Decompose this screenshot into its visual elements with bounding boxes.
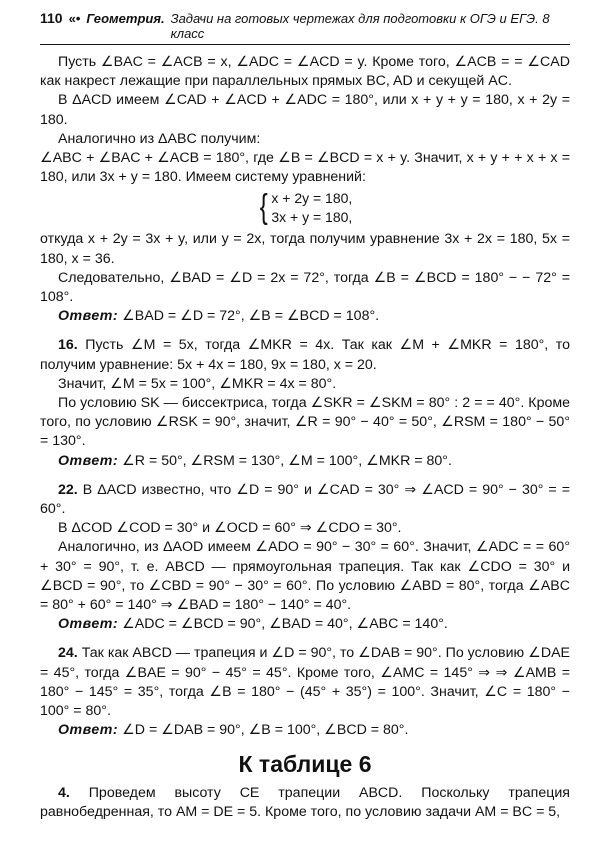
answer-text: ∠R = 50°, ∠RSM = 130°, ∠M = 100°, ∠MKR = 80°. [122,452,452,469]
book-subtitle: Задачи на готовых чертежах для подготовки к ОГЭ и ЕГЭ. 8 класс [170,11,550,41]
paragraph: Следовательно, ∠BAD = ∠D = 2x = 72°, тогда ∠B = ∠BCD = 180° − − 72° = 108°. [40,269,570,306]
paragraph: Аналогично из ΔABC получим: [58,130,261,147]
equation-system [258,189,570,227]
paragraph: В ΔCOD ∠COD = 30° и ∠OCD = 60° ⇒ ∠CDO = 30°. [58,520,402,537]
answer-line [40,721,570,740]
equation: x + 2y = 180, [271,190,353,207]
answer-label: Ответ: [58,616,119,633]
answer-label: Ответ: [58,722,119,739]
answer-text: ∠BAD = ∠D = 72°, ∠B = ∠BCD = 108°. [122,308,380,325]
page [40,10,570,822]
problem-22 [40,481,570,519]
paragraph: Аналогично, из ΔAOD имеем ∠ADO = 90° − 30° = 60°. Значит, ∠ADC = = 60° + 30° = 90°, т. е. ABCD — прямоугольная трапеция. Так как ∠CDO = 30° и ∠BCD = 90°, то ∠CBD = 90° − 30° = 60°. По условию ∠ABD = 80°, тогда ∠ABC = 80° + 60° = 140° ⇒ ∠BAD = 180° − 140° = 40°. [40,539,570,614]
equation: 3x + y = 180, [271,209,353,226]
answer-line [40,307,570,326]
paragraph: ∠ABC + ∠BAC + ∠ACB = 180°, где ∠B = ∠BCD = x + y. Значит, x + y + + x + x = 180, или 3x + y = 180. Имеем систему уравнений: [40,150,570,186]
paragraph: По условию SK — биссектриса, тогда ∠SKR = ∠SKM = 80° : 2 = = 40°. Кроме того, по условию ∠RSK = 90°, значит, ∠R = 90° − 40° = 50°, ∠RSM = 180° − 50° = 130°. [40,395,570,450]
page-number: 110 [40,10,63,26]
paragraph: Пусть ∠BAC = ∠ACB = x, ∠ADC = ∠ACD = y. Кроме того, ∠ACB = = ∠CAD как накрест лежащие при параллельных прямых BC, AD и секущей AC. [40,54,570,90]
problem-number: 22. [58,481,78,498]
brace-symbol: { [259,188,268,227]
problem-number: 24. [58,645,78,662]
header-mark: «• [68,11,81,26]
page-body [40,53,570,822]
problem-16 [40,336,570,374]
paragraph-text: В ΔACD известно, что ∠D = 90° и ∠CAD = 30° ⇒ ∠ACD = 90° − 30° = = 60°. [40,481,570,518]
running-header [40,10,570,45]
answer-label: Ответ: [58,308,119,325]
paragraph: Значит, ∠M = 5x = 100°, ∠MKR = 4x = 80°. [58,375,337,392]
answer-text: ∠ADC = ∠BCD = 90°, ∠BAD = 40°, ∠ABC = 140°. [122,616,448,633]
problem-number: 16. [58,337,78,354]
paragraph: В ΔACD имеем ∠CAD + ∠ACD + ∠ADC = 180°, или x + y + y = 180, x + 2y = 180. [40,92,570,128]
answer-line [40,452,570,471]
book-title: Геометрия. [86,11,165,26]
section-heading: К таблице 6 [238,750,372,777]
problem-24 [40,644,570,721]
paragraph-text: Так как ABCD — трапеция и ∠D = 90°, то ∠DAB = 90°. По условию ∠DAE = 45°, тогда ∠BAE = 90° − 45° = 45°. Кроме того, ∠AMC = 145° ⇒ ⇒ ∠AMB = 180° − 145° = 35°, тогда ∠B = 180° − (45° + 35°) = 100°. Значит, ∠C = 180° − 100° = 80°. [40,645,570,720]
answer-line [40,615,570,634]
answer-text: ∠D = ∠DAB = 90°, ∠B = 100°, ∠BCD = 80°. [122,722,409,739]
paragraph: откуда x + 2y = 3x + y, или y = 2x, тогда получим уравнение 3x + 2x = 180, 5x = 180, x = 36. [40,231,570,267]
answer-label: Ответ: [58,452,119,469]
problem-number: 4. [58,784,70,801]
paragraph-text: Проведем высоту CE трапеции ABCD. Поскольку трапеция равнобедренная, то AM = DE = 5. Кроме того, по условию задачи AM = BC = 5, [40,784,570,820]
problem-4 [40,784,570,822]
paragraph-text: Пусть ∠M = 5x, тогда ∠MKR = 4x. Так как ∠M + ∠MKR = 180°, то получим уравнение: 5x + 4x = 180, 9x = 180, x = 20. [40,337,570,373]
